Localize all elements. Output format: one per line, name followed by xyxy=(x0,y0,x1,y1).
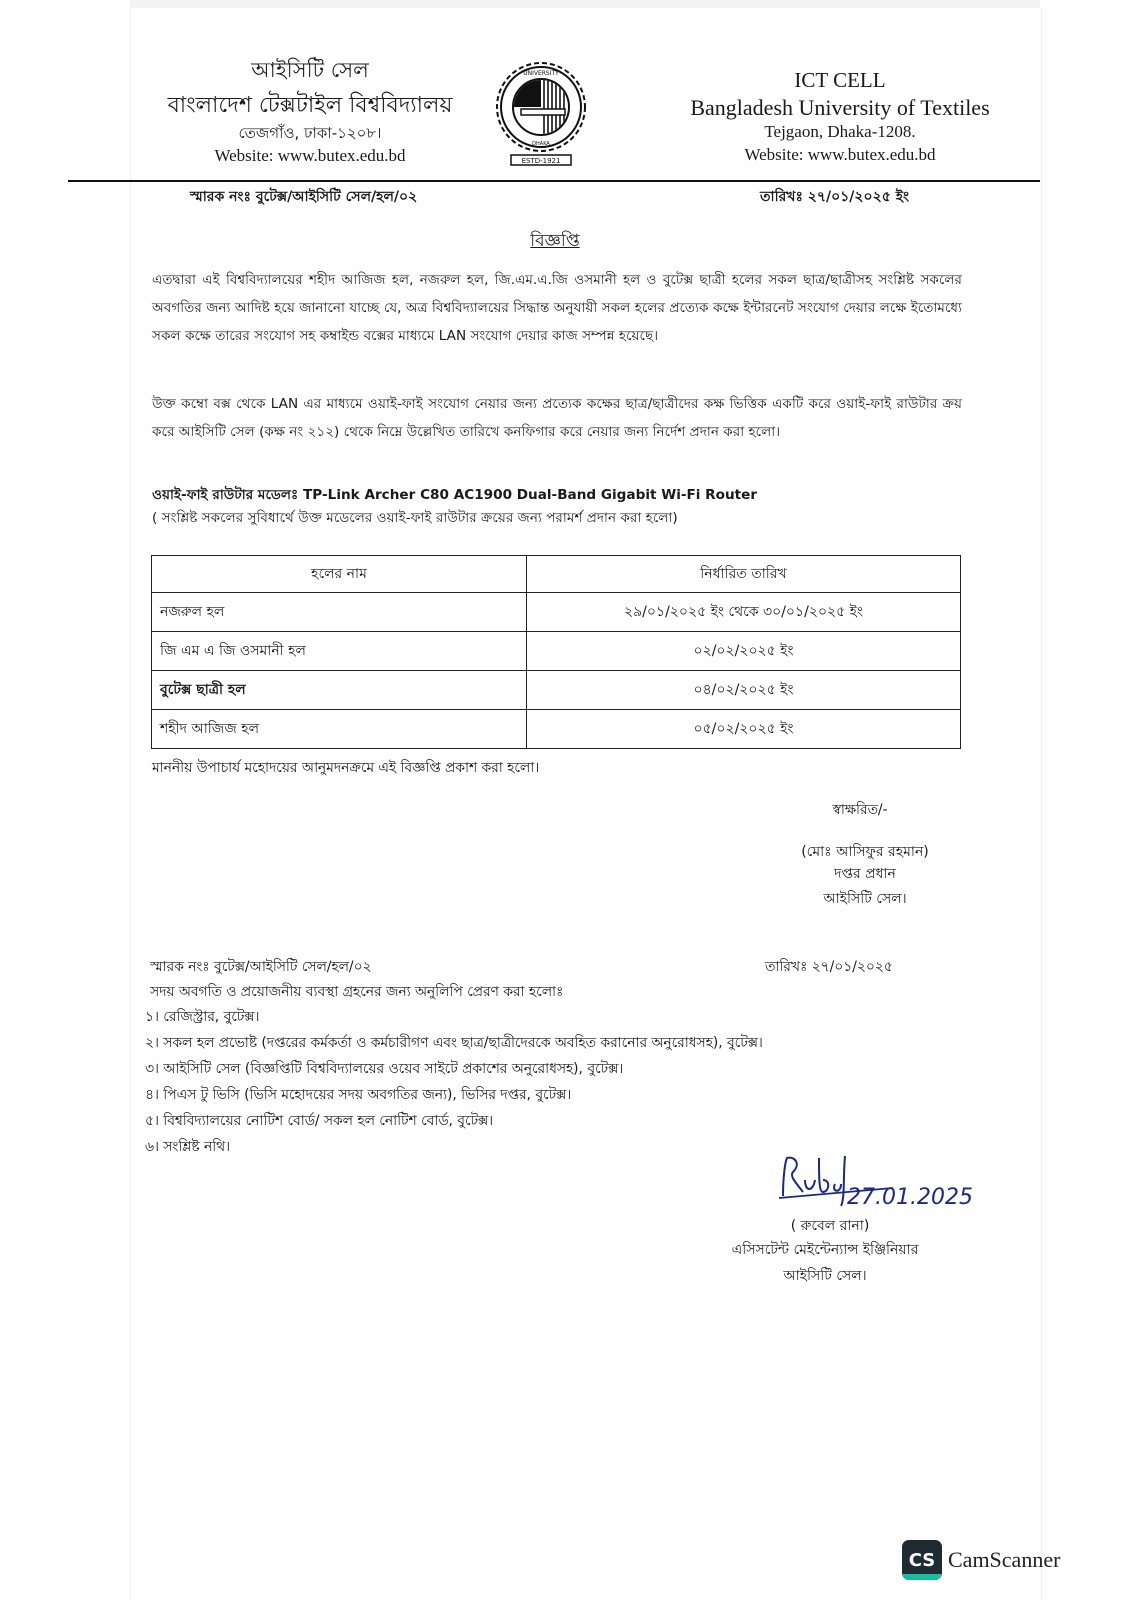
scheduled-date: ০৫/০২/২০২৫ ইং xyxy=(527,710,961,749)
table-row xyxy=(152,593,961,632)
hall-name: নজরুল হল xyxy=(152,593,527,632)
signatory-2-title: এসিসটেন্ট মেইন্টেন্যান্স ইঞ্জিনিয়ার xyxy=(731,1242,919,1258)
scheduled-date: ০৪/০২/২০২৫ ইং xyxy=(527,671,961,710)
svg-text:DHAKA: DHAKA xyxy=(532,141,550,147)
list-item: ৬। সংশ্লিষ্ট নথি। xyxy=(145,1139,231,1155)
table-header-row xyxy=(152,556,961,593)
header-university-en: Bangladesh University of Textiles xyxy=(690,95,990,120)
list-item: ২। সকল হল প্রভোষ্ট (দপ্তরের কর্মকর্তা ও কর্মচারীগণ এবং ছাত্র/ছাত্রীদেরকে অবহিত করানোর অনুরোধসহ), বুটেক্স। xyxy=(145,1035,763,1051)
scheduled-date: ০২/০২/২০২৫ ইং xyxy=(527,632,961,671)
approval-statement: মাননীয় উপাচার্য মহোদয়ের আনুমদনক্রমে এই বিজ্ঞপ্তি প্রকাশ করা হলো। xyxy=(152,760,540,776)
header-website-bn: Website: www.butex.edu.bd xyxy=(214,146,406,165)
header-divider xyxy=(68,180,1040,182)
signatory-1-title: দপ্তর প্রধান xyxy=(834,866,896,882)
header-address-en: Tejgaon, Dhaka-1208. xyxy=(764,122,916,141)
copy-memo-number: স্মারক নংঃ বুটেক্স/আইসিটি সেল/হল/০২ xyxy=(150,959,372,975)
table-row xyxy=(152,671,961,710)
hall-name: জি এম এ জি ওসমানী হল xyxy=(152,632,527,671)
hall-name: বুটেক্স ছাত্রী হল xyxy=(152,671,527,710)
list-item: ৩। আইসিটি সেল (বিজ্ঞপ্তিটি বিশ্ববিদ্যালয়ের ওয়েব সাইটে প্রকাশের অনুরোধসহ), বুটেক্স। xyxy=(145,1061,624,1077)
copy-recipient-list xyxy=(145,1004,763,1160)
list-item: ৫। বিশ্ববিদ্যালয়ের নোটিশ বোর্ড/ সকল হল নোটিশ বোর্ড, বুটেক্স। xyxy=(145,1113,494,1129)
camscanner-label: CamScanner xyxy=(948,1547,1061,1572)
memo-date: তারিখঃ ২৭/০১/২০২৫ ইং xyxy=(760,189,909,205)
header-office-bn: আইসিটি সেল xyxy=(251,58,369,82)
notice-paragraph-2: উক্ত কম্বো বক্স থেকে LAN এর মাধ্যমে ওয়াই-ফাই সংযোগ নেয়ার জন্য প্রত্যেক কক্ষের ছাত্র/ছাত্রীদের কক্ষ ভিত্তিক একটি করে ওয়াই-ফাই রাউটার ক্রয় করে আইসিটি সেল (কক্ষ নং ২১২) থেকে নিম্নে উল্লেখিত তারিখে কনফিগার করে নেয়ার জন্য নির্দেশ প্রদান করা হলো। xyxy=(152,396,962,440)
column-header-hall: হলের নাম xyxy=(152,556,527,593)
handwritten-date: 27.01.2025 xyxy=(847,1185,973,1210)
header-office-en: ICT CELL xyxy=(794,68,886,92)
table-row xyxy=(152,710,961,749)
camscanner-watermark xyxy=(902,1540,1060,1580)
column-header-date: নির্ধারিত তারিখ xyxy=(527,556,961,593)
signed-label: স্বাক্ষরিত/- xyxy=(832,802,888,818)
schedule-table xyxy=(151,555,961,749)
notice-title: বিজ্ঞপ্তি xyxy=(530,231,580,251)
handwritten-signature xyxy=(775,1148,985,1210)
svg-text:ESTD-1921: ESTD-1921 xyxy=(521,157,561,165)
university-emblem-icon xyxy=(493,55,589,179)
copy-heading: সদয় অবগতি ও প্রয়োজনীয় ব্যবস্থা গ্রহনের জন্য অনুলিপি প্রেরণ করা হলোঃ xyxy=(150,984,564,1000)
hall-name: শহীদ আজিজ হল xyxy=(152,710,527,749)
scheduled-date: ২৯/০১/২০২৫ ইং থেকে ৩০/০১/২০২৫ ইং xyxy=(527,593,961,632)
signed-mark xyxy=(760,798,960,836)
scan-top-edge xyxy=(130,0,1040,8)
camscanner-logo-icon: CS xyxy=(902,1540,942,1580)
signatory-2-office: আইসিটি সেল। xyxy=(783,1268,867,1284)
svg-text:UNIVERSITY: UNIVERSITY xyxy=(523,70,559,77)
router-note: ( সংশ্লিষ্ট সকলের সুবিধার্থে উক্ত মডেলের ওয়াই-ফাই রাউটার ক্রয়ের জন্য পরামর্শ প্রদান করা হলো) xyxy=(152,510,678,526)
header-university-bn: বাংলাদেশ টেক্সটাইল বিশ্ববিদ্যালয় xyxy=(167,93,453,118)
header-address-bn: তেজগাঁও, ঢাকা-১২০৮। xyxy=(238,124,382,142)
table-row xyxy=(152,632,961,671)
header-website-en: Website: www.butex.edu.bd xyxy=(744,145,936,164)
signatory-1-name: (মোঃ আসিফুর রহমান) xyxy=(801,844,929,860)
signatory-2-name: ( রুবেল রানা) xyxy=(790,1218,870,1234)
router-model: ওয়াই-ফাই রাউটার মডেলঃ TP-Link Archer C80 AC1900 Dual-Band Gigabit Wi-Fi Router xyxy=(152,487,758,503)
signatory-1-office: আইসিটি সেল। xyxy=(823,891,907,907)
notice-paragraph-1: এতদ্বারা এই বিশ্ববিদ্যালয়ের শহীদ আজিজ হল, নজরুল হল, জি.এম.এ.জি ওসমানী হল ও বুটেক্স ছাত্রী হলের সকল ছাত্র/ছাত্রীসহ সংশ্লিষ্ট সকলের অবগতির জন্য আদিষ্ট হয়ে জানানো যাচ্ছে যে, অত্র বিশ্ববিদ্যালয়ের সিদ্ধান্ত অনুযায়ী সকল হলের প্রত্যেক কক্ষে ইন্টারনেট সংযোগ দেয়ার লক্ষে ইতোমধ্যে সকল কক্ষে তারের সংযোগ সহ কম্বাইন্ড বক্সের মাধ্যমে LAN সংযোগ দেয়ার কাজ সম্পন্ন হয়েছে। xyxy=(152,272,962,344)
list-item: ১। রেজিস্ট্রার, বুটেক্স। xyxy=(145,1009,260,1025)
list-item: ৪। পিএস টু ভিসি (ভিসি মহোদয়ের সদয় অবগতির জন্য), ভিসির দপ্তর, বুটেক্স। xyxy=(145,1087,572,1103)
copy-date: তারিখঃ ২৭/০১/২০২৫ xyxy=(765,959,893,975)
memo-number: স্মারক নংঃ বুটেক্স/আইসিটি সেল/হল/০২ xyxy=(190,189,418,205)
